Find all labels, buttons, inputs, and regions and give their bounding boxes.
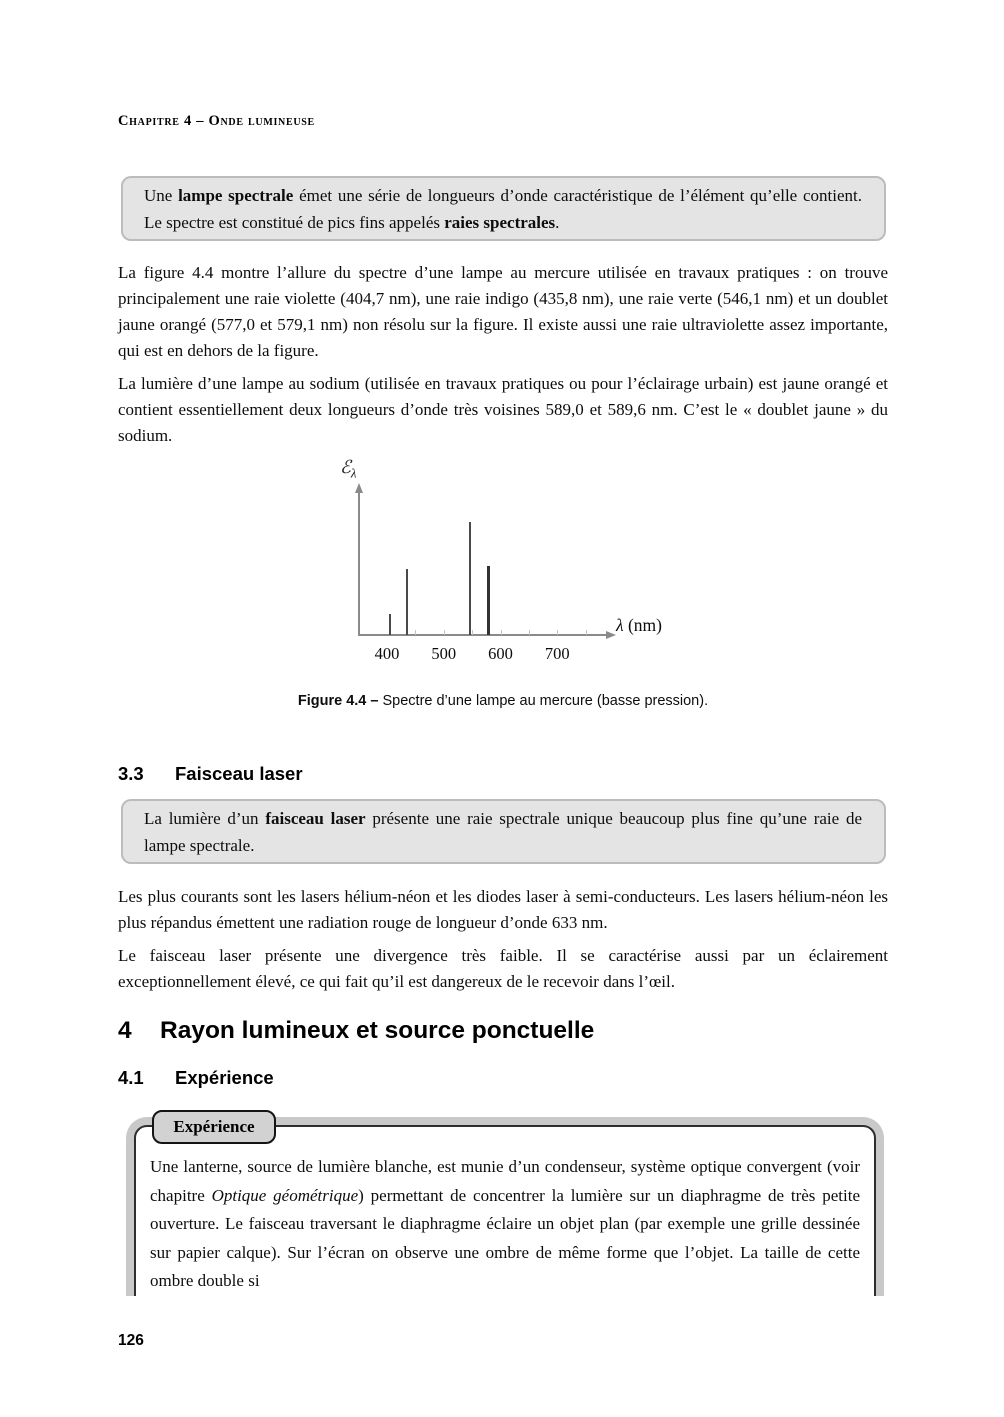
definition-box-lampe-spectrale	[121, 176, 886, 241]
section-heading-4	[118, 1014, 888, 1047]
spectral-line	[406, 569, 408, 635]
x-axis-tick-label: 400	[374, 644, 400, 663]
x-axis-minor-tick	[472, 630, 473, 635]
y-axis-label: ℰ$_\lambda$	[340, 457, 357, 481]
spectral-line	[469, 522, 471, 635]
section-heading-3-3	[118, 761, 888, 787]
x-axis-tick-label: 500	[431, 644, 457, 663]
section-number: 4	[118, 1017, 132, 1044]
paragraph-divergence: Le faisceau laser présente une divergence très faible. Il se caractérise aussi par un éclairement exceptionnellement élevé, ce qui fait qu’il est dangereux de le recevoir dans l’œil.	[118, 946, 888, 991]
figure-caption: Figure 4.4 – Spectre d’une lampe au mercure (basse pression).	[297, 693, 709, 709]
x-axis-label: λ (nm)	[616, 615, 662, 635]
section-number: 4.1	[118, 1067, 144, 1088]
experience-text: Une lanterne, source de lumière blanche, est munie d’un condenseur, système optique convergent (voir chapitre Optique géométrique) permettant de concentrer la lumière sur un diaphragme de très petite ouverture. Le faisceau traversant le diaphragme éclaire un objet plan (par exemple une grille dessinée sur papier calque). Sur l’écran on observe une ombre de même forme que l’objet. La taille de cette ombre double si	[150, 1157, 860, 1290]
section-number: 3.3	[118, 763, 144, 784]
x-axis-minor-tick	[557, 630, 558, 635]
chapter-header: Chapitre 4 – Onde lumineuse	[118, 113, 315, 129]
x-axis-tick-label: 600	[488, 644, 513, 663]
definition-text: La lumière d’un faisceau laser présente une raie spectrale unique beaucoup plus fine qu’une raie de lampe spectrale.	[144, 809, 862, 855]
x-axis-minor-tick	[415, 630, 416, 635]
experience-box	[125, 1110, 885, 1296]
experience-box-frame	[134, 1125, 876, 1296]
x-axis-tick-label: 700	[544, 644, 570, 663]
page-number: 126	[118, 1332, 144, 1349]
page-content	[118, 0, 888, 1296]
section-heading-4-1	[118, 1065, 888, 1090]
paragraph-sodium: La lumière d’une lampe au sodium (utilisée en travaux pratiques ou pour l’éclairage urbain) est jaune orangé et contient essentiellement deux longueurs d’onde très voisines 589,0 et 589,6 nm. C’est le « doublet jaune » du sodium.	[118, 374, 888, 445]
x-axis-arrowhead-icon	[606, 631, 616, 639]
y-axis	[358, 491, 360, 636]
paragraph-lasers-courants: Les plus courants sont les lasers hélium-néon et les diodes laser à semi-conducteurs. Les lasers hélium-néon les plus répandus émettent une radiation rouge de longueur d’onde 633 nm.	[118, 887, 888, 932]
definition-box-faisceau-laser	[121, 799, 886, 864]
x-axis	[358, 634, 608, 636]
section-title: Rayon lumineux et source ponctuelle	[160, 1017, 595, 1044]
x-axis-minor-tick	[586, 630, 587, 635]
definition-text: Une lampe spectrale émet une série de longueurs d’onde caractéristique de l’élément qu’elle contient. Le spectre est constitué de pics fins appelés raies spectrales.	[144, 186, 862, 232]
spectral-line	[487, 566, 490, 635]
paragraph-mercure: La figure 4.4 montre l’allure du spectre d’une lampe au mercure utilisée en travaux pratiques : on trouve principalement une raie violette (404,7 nm), une raie indigo (435,8 nm), une raie verte (546,1 nm) et un doublet jaune orangé (577,0 et 579,1 nm) non résolu sur la figure. Il existe aussi une raie ultraviolette assez importante, qui est en dehors de la figure.	[118, 263, 888, 360]
x-axis-minor-tick	[501, 630, 502, 635]
figure-4-4-spectrum-chart	[118, 457, 888, 667]
section-title: Expérience	[175, 1067, 274, 1088]
experience-box-tab-label: Expérience	[152, 1110, 276, 1144]
section-title: Faisceau laser	[175, 763, 303, 784]
spectral-line	[389, 614, 391, 635]
x-axis-minor-tick	[529, 630, 530, 635]
x-axis-minor-tick	[444, 630, 445, 635]
